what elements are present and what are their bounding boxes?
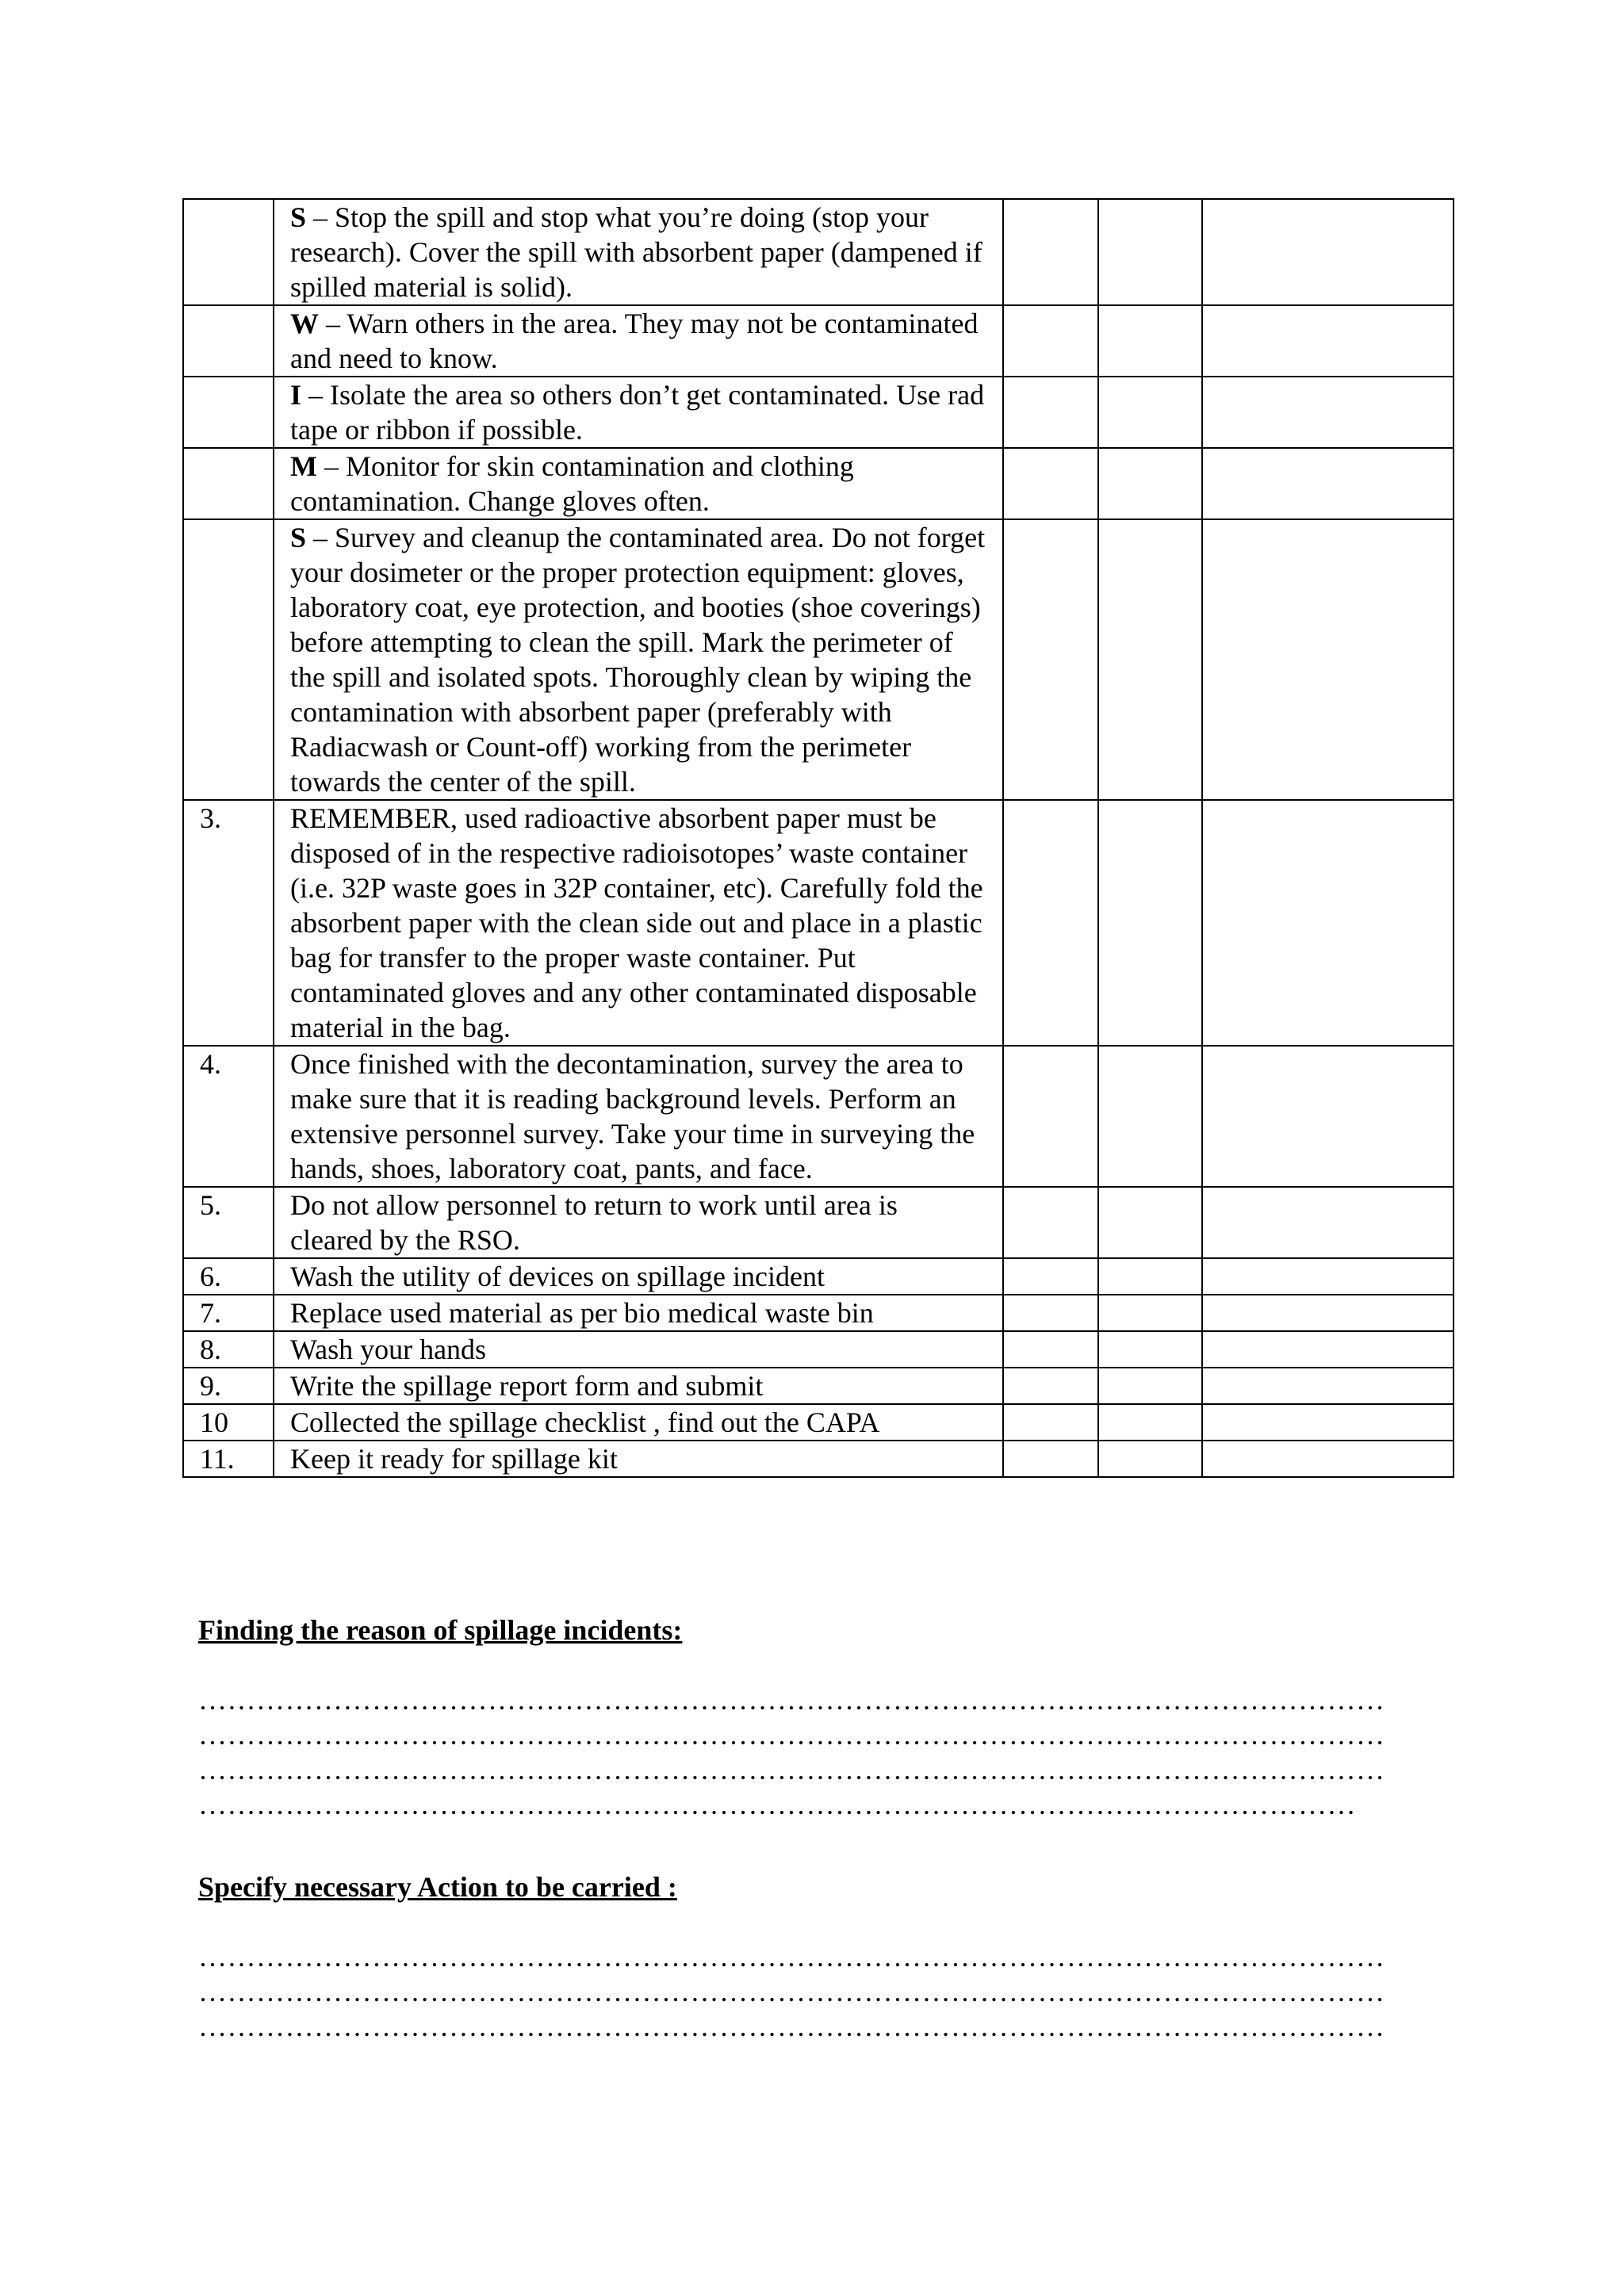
step-description [274,1046,1003,1187]
check-cell-b[interactable] [1098,199,1202,305]
remarks-cell[interactable] [1202,1368,1454,1404]
step-text: – Monitor for skin contamination and clothing contamination. Change gloves often. [290,450,854,517]
remarks-cell[interactable] [1202,1187,1454,1258]
remarks-cell[interactable] [1202,519,1454,800]
finding-answer-line[interactable]: …………………………………………………………………………………………………………… [198,1684,1385,1716]
step-number: 10 [183,1404,274,1441]
table-row [183,1441,1454,1477]
step-description [274,199,1003,305]
step-lead-letter: W [290,308,319,339]
check-cell-a[interactable] [1003,1368,1098,1404]
step-text: Collected the spillage checklist , find out the CAPA [290,1406,880,1438]
finding-answer-line[interactable]: …………………………………………………………………………………………………………… [198,1719,1385,1751]
remarks-cell[interactable] [1202,1404,1454,1441]
remarks-cell[interactable] [1202,1295,1454,1331]
step-text: Replace used material as per bio medical waste bin [290,1297,874,1329]
step-number: 4. [183,1046,274,1187]
step-text: Wash the utility of devices on spillage incident [290,1261,825,1292]
step-text: REMEMBER, used radioactive absorbent paper must be disposed of in the respective radioisotopes’ waste container (i.e. 32P waste goes in 32P container, etc). Carefully fold the absorbent paper with the clean side out and place in a plastic bag for transfer to the proper waste container. Put contaminated gloves and any other contaminated disposable material in the bag. [290,802,983,1043]
check-cell-a[interactable] [1003,1046,1098,1187]
step-number: 11. [183,1441,274,1477]
action-answer-line[interactable]: …………………………………………………………………………………………………………… [198,1976,1385,2007]
step-number [183,448,274,519]
step-number: 9. [183,1368,274,1404]
table-row [183,377,1454,448]
check-cell-a[interactable] [1003,800,1098,1046]
finding-answer-line[interactable]: …………………………………………………………………………………………………………… [198,1754,1385,1785]
table-row [183,519,1454,800]
remarks-cell[interactable] [1202,377,1454,448]
finding-answer-line[interactable]: ………………………………………………………………………………………………………… [198,1789,1356,1820]
step-description [274,1404,1003,1441]
step-number: 5. [183,1187,274,1258]
finding-heading: Finding the reason of spillage incidents: [198,1614,683,1646]
check-cell-a[interactable] [1003,1295,1098,1331]
step-text: Write the spillage report form and submit [290,1370,764,1402]
step-description [274,448,1003,519]
table-row [183,1187,1454,1258]
table-row [183,1404,1454,1441]
step-text: – Warn others in the area. They may not be contaminated and need to know. [290,308,979,374]
table-row [183,448,1454,519]
step-number: 6. [183,1258,274,1295]
check-cell-a[interactable] [1003,1258,1098,1295]
action-answer-line[interactable]: …………………………………………………………………………………………………………… [198,1941,1385,1973]
check-cell-a[interactable] [1003,1331,1098,1368]
step-number: 3. [183,800,274,1046]
step-description [274,519,1003,800]
check-cell-b[interactable] [1098,448,1202,519]
remarks-cell[interactable] [1202,800,1454,1046]
step-text: – Stop the spill and stop what you’re doing (stop your research). Cover the spill with absorbent paper (dampened if spilled material is solid). [290,201,982,303]
table-row [183,1368,1454,1404]
check-cell-b[interactable] [1098,377,1202,448]
step-text: Keep it ready for spillage kit [290,1443,618,1475]
step-description [274,1441,1003,1477]
step-description [274,377,1003,448]
check-cell-b[interactable] [1098,1404,1202,1441]
check-cell-b[interactable] [1098,519,1202,800]
check-cell-b[interactable] [1098,1258,1202,1295]
step-number: 7. [183,1295,274,1331]
check-cell-a[interactable] [1003,377,1098,448]
step-description [274,1295,1003,1331]
action-section [198,1869,1451,2044]
action-heading: Specify necessary Action to be carried : [198,1871,677,1903]
remarks-cell[interactable] [1202,1331,1454,1368]
check-cell-a[interactable] [1003,1187,1098,1258]
check-cell-b[interactable] [1098,1295,1202,1331]
table-row [183,1046,1454,1187]
check-cell-b[interactable] [1098,1331,1202,1368]
remarks-cell[interactable] [1202,305,1454,377]
check-cell-a[interactable] [1003,519,1098,800]
check-cell-b[interactable] [1098,1368,1202,1404]
remarks-cell[interactable] [1202,448,1454,519]
step-number [183,305,274,377]
step-text: – Isolate the area so others don’t get contaminated. Use rad tape or ribbon if possible. [290,379,985,446]
table-row [183,1258,1454,1295]
table-row [183,800,1454,1046]
step-lead-letter: M [290,450,317,482]
remarks-cell[interactable] [1202,1046,1454,1187]
check-cell-b[interactable] [1098,1441,1202,1477]
check-cell-a[interactable] [1003,1404,1098,1441]
step-text: Wash your hands [290,1334,487,1365]
spillage-checklist-table [182,198,1454,1478]
step-number: 8. [183,1331,274,1368]
check-cell-b[interactable] [1098,305,1202,377]
step-text: – Survey and cleanup the contaminated area. Do not forget your dosimeter or the proper protection equipment: gloves, laboratory coat, eye protection, and booties (shoe coverings) before attempting to clean the spill. Mark the perimeter of the spill and isolated spots. Thoroughly clean by wiping the contamination with absorbent paper (preferably with Radiacwash or Count-off) working from the perimeter towards the center of the spill. [290,522,986,798]
step-description [274,1187,1003,1258]
remarks-cell[interactable] [1202,199,1454,305]
table-row [183,1331,1454,1368]
step-text: Once finished with the decontamination, survey the area to make sure that it is reading background levels. Perform an extensive personnel survey. Take your time in surveying the hands, shoes, laboratory coat, pants, and face. [290,1048,975,1184]
step-lead-letter: S [290,522,307,553]
table-row [183,305,1454,377]
check-cell-b[interactable] [1098,800,1202,1046]
check-cell-a[interactable] [1003,448,1098,519]
step-number [183,519,274,800]
step-description [274,1258,1003,1295]
remarks-cell[interactable] [1202,1258,1454,1295]
step-description [274,1368,1003,1404]
check-cell-a[interactable] [1003,199,1098,305]
step-number [183,377,274,448]
step-description [274,1331,1003,1368]
check-cell-a[interactable] [1003,1441,1098,1477]
check-cell-b[interactable] [1098,1046,1202,1187]
step-lead-letter: S [290,201,307,233]
table-row [183,1295,1454,1331]
step-description [274,800,1003,1046]
remarks-cell[interactable] [1202,1441,1454,1477]
action-answer-line[interactable]: …………………………………………………………………………………………………………… [198,2011,1385,2042]
check-cell-b[interactable] [1098,1187,1202,1258]
table-row [183,199,1454,305]
step-number [183,199,274,305]
step-lead-letter: I [290,379,302,411]
check-cell-a[interactable] [1003,305,1098,377]
finding-section [198,1613,1451,1822]
step-text: Do not allow personnel to return to work until area is cleared by the RSO. [290,1189,898,1256]
step-description [274,305,1003,377]
